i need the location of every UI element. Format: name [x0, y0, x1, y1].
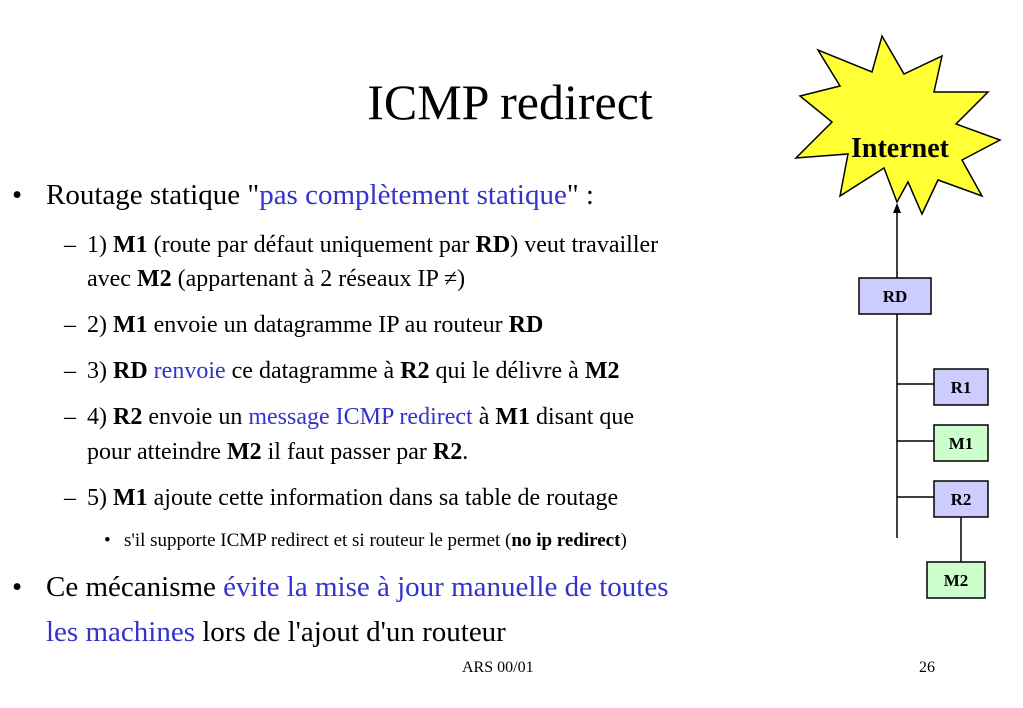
highlight-text: les machines — [46, 616, 195, 648]
slide-title: ICMP redirect — [367, 74, 653, 130]
text: envoie un datagramme IP au routeur — [147, 312, 509, 338]
m1-label: M1 — [948, 434, 974, 453]
uplink-arrowhead — [893, 203, 901, 213]
page-number: 26 — [919, 659, 935, 676]
text: 1) — [87, 232, 113, 258]
text: (route par défaut uniquement par — [147, 232, 476, 258]
text: Routage statique " — [46, 179, 260, 211]
text: avec — [87, 266, 137, 292]
m2-label: M2 — [943, 571, 969, 590]
bold-text: M1 — [113, 312, 148, 338]
dash-marker: – — [64, 312, 76, 338]
r2-label: R2 — [950, 490, 972, 509]
text: ajoute cette information dans sa table de routage — [147, 485, 619, 511]
rd-label: RD — [882, 287, 908, 306]
bold-text: RD — [113, 358, 148, 384]
bold-text: M2 — [584, 358, 620, 384]
bold-text: R2 — [113, 404, 143, 430]
text: pour atteindre — [87, 439, 227, 465]
bold-text: M1 — [113, 485, 148, 511]
internet-starburst — [796, 36, 1000, 214]
text: 4) — [87, 404, 113, 430]
text: ce datagramme à — [225, 358, 401, 384]
dash-marker: – — [64, 404, 76, 430]
text: à — [472, 404, 496, 430]
dash-marker: – — [64, 358, 76, 384]
footer-center: ARS 00/01 — [462, 659, 534, 676]
dash-marker: – — [64, 232, 76, 258]
text: qui le délivre à — [429, 358, 585, 384]
dash-marker: – — [64, 485, 76, 511]
bullet-marker: • — [12, 571, 23, 603]
text: il faut passer par — [261, 439, 433, 465]
text: 2) — [87, 312, 113, 338]
text: s'il supporte ICMP redirect et si routeur le permet ( — [124, 530, 512, 551]
text: ) — [620, 530, 627, 551]
bold-text: no ip redirect — [511, 530, 621, 551]
text: 5) — [87, 485, 113, 511]
internet-label: Internet — [851, 133, 949, 164]
bold-text: M2 — [136, 266, 172, 292]
bold-text: M2 — [226, 439, 262, 465]
bold-text: R2 — [432, 439, 463, 465]
text: 3) — [87, 358, 113, 384]
bold-text: RD — [475, 232, 511, 258]
text: Ce mécanisme — [46, 571, 224, 603]
text: (appartenant à 2 réseaux IP ≠) — [171, 266, 466, 292]
bullet-marker: • — [12, 179, 23, 211]
r1-label: R1 — [950, 378, 972, 397]
highlight-text: pas complètement statique — [259, 179, 567, 211]
text: . — [462, 439, 469, 465]
text: " : — [566, 179, 594, 211]
text: ) veut travailler — [510, 232, 659, 258]
highlight-text: évite la mise à jour manuelle de toutes — [223, 571, 669, 603]
bold-text: M1 — [113, 232, 148, 258]
text: lors de l'ajout d'un routeur — [194, 616, 506, 648]
small-bullet-marker: • — [104, 530, 111, 551]
bold-text: RD — [508, 312, 544, 338]
bold-text: R2 — [400, 358, 430, 384]
text: envoie un — [142, 404, 249, 430]
highlight-text: renvoie — [153, 358, 226, 384]
highlight-text: message ICMP redirect — [248, 404, 473, 430]
text: disant que — [530, 404, 635, 430]
bold-text: M1 — [495, 404, 531, 430]
